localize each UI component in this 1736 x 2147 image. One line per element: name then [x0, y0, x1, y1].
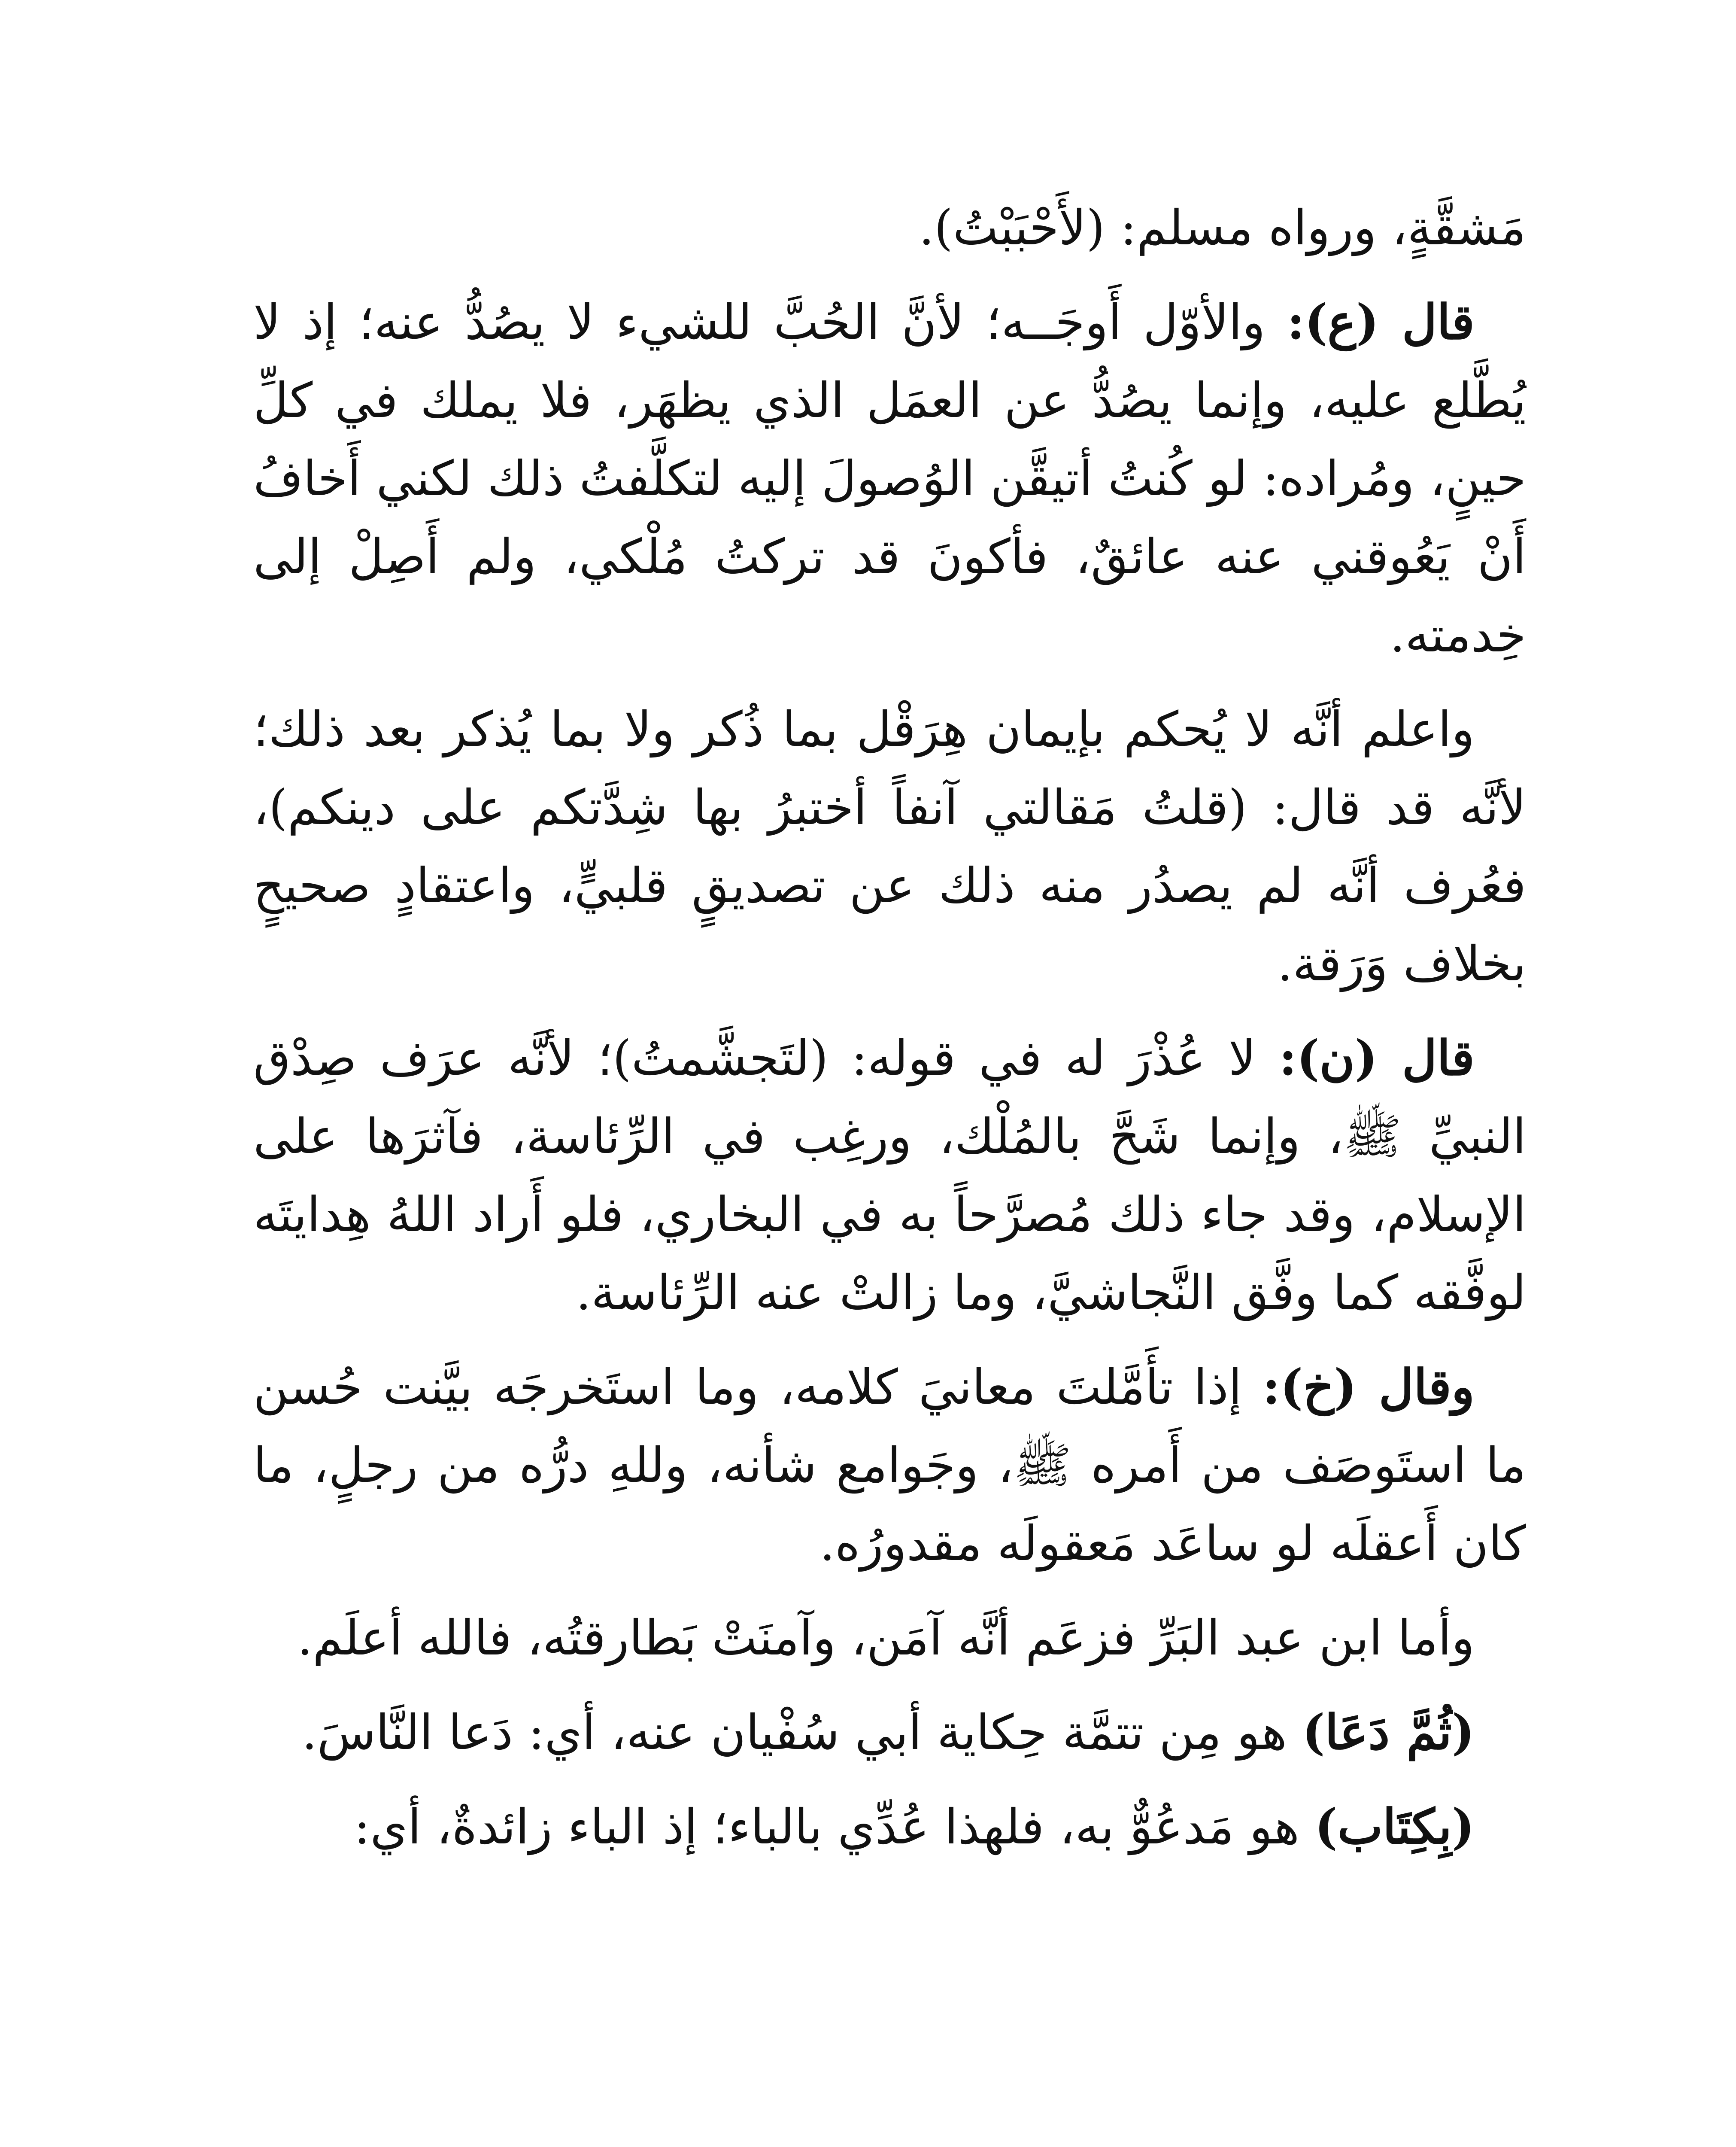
- paragraph-2: [253, 283, 1526, 674]
- paragraph-text: هو مَدعُوٌّ به، فلهذا عُدِّي بالباء؛ إذ الباء زائدةٌ، أي:: [354, 1799, 1315, 1855]
- paragraph-text: واعلم أنَّه لا يُحكم بإيمان هِرَقْل بما ذُكر ولا بما يُذكر بعد ذلك؛ لأنَّه قد قال: (قلتُ مَقالتي آنفاً أختبرُ بها شِدَّتكم على دينكم)، فعُرف أنَّه لم يصدُر منه ذلك عن تصديقٍ قلبيٍّ، واعتقادٍ صحيحٍ بخلاف وَرَقة.: [253, 702, 1527, 992]
- paragraph-text: هو مِن تتمَّة حِكاية أبي سُفْيان عنه، أي: دَعا النَّاسَ.: [302, 1705, 1302, 1761]
- paragraph-1: [253, 189, 1526, 267]
- paragraph-3: [253, 690, 1526, 1003]
- paragraph-heading: (بِكِتَاب): [1314, 1799, 1475, 1855]
- paragraph-6: [253, 1599, 1526, 1677]
- paragraph-heading: وقال (خ):: [1262, 1359, 1475, 1415]
- paragraph-heading: قال (ن):: [1279, 1030, 1475, 1086]
- paragraph-8: [253, 1788, 1526, 1866]
- paragraph-text: مَشقَّةٍ، ورواه مسلم: (لأَحْبَبْتُ).: [919, 200, 1526, 256]
- paragraph-5: [253, 1348, 1526, 1583]
- paragraph-text: وأما ابن عبد البَرِّ فزعَم أنَّه آمَن، وآمنَتْ بَطارقتُه، فالله أعلَم.: [297, 1610, 1475, 1666]
- paragraph-4: [253, 1019, 1526, 1332]
- paragraph-heading: (ثُمَّ دَعَا): [1302, 1704, 1475, 1761]
- paragraph-heading: قال (ع):: [1287, 294, 1475, 350]
- paragraph-text: لا عُذْرَ له في قوله: (لتَجشَّمتُ)؛ لأنَّه عرَف صِدْق النبيِّ ﷺ، وإنما شَحَّ بالمُلْك، ورغِب في الرِّئاسة، فآثرَها على الإسلام، وقد جاء ذلك مُصرَّحاً به في البخاري، فلو أَراد اللهُ هِدايتَه لوفَّقه كما وفَّق النَّجاشيَّ، وما زالتْ عنه الرِّئاسة.: [253, 1031, 1526, 1321]
- paragraph-7: [253, 1694, 1526, 1772]
- paragraph-text: والأوّل أَوجَــه؛ لأنَّ الحُبَّ للشيء لا يصُدُّ عنه؛ إذ لا يُطَّلع عليه، وإنما يصُدُّ عن العمَل الذي يظهَر، فلا يملك في كلِّ حينٍ، ومُراده: لو كُنتُ أتيقَّن الوُصولَ إليه لتكلَّفتُ ذلك لكني أَخافُ أَنْ يَعُوقني عنه عائقٌ، فأكونَ قد تركتُ مُلْكي، ولم أَصِلْ إلى خِدمته.: [253, 295, 1526, 663]
- paragraph-text: إذا تأَمَّلتَ معانيَ كلامه، وما استَخرجَه بيَّنت حُسن ما استَوصَف من أَمره ﷺ، وجَوامع شأنه، وللهِ درُّه من رجلٍ، ما كان أَعقلَه لو ساعَد مَعقولَه مقدورُه.: [253, 1359, 1526, 1572]
- main-text: [253, 189, 1526, 1882]
